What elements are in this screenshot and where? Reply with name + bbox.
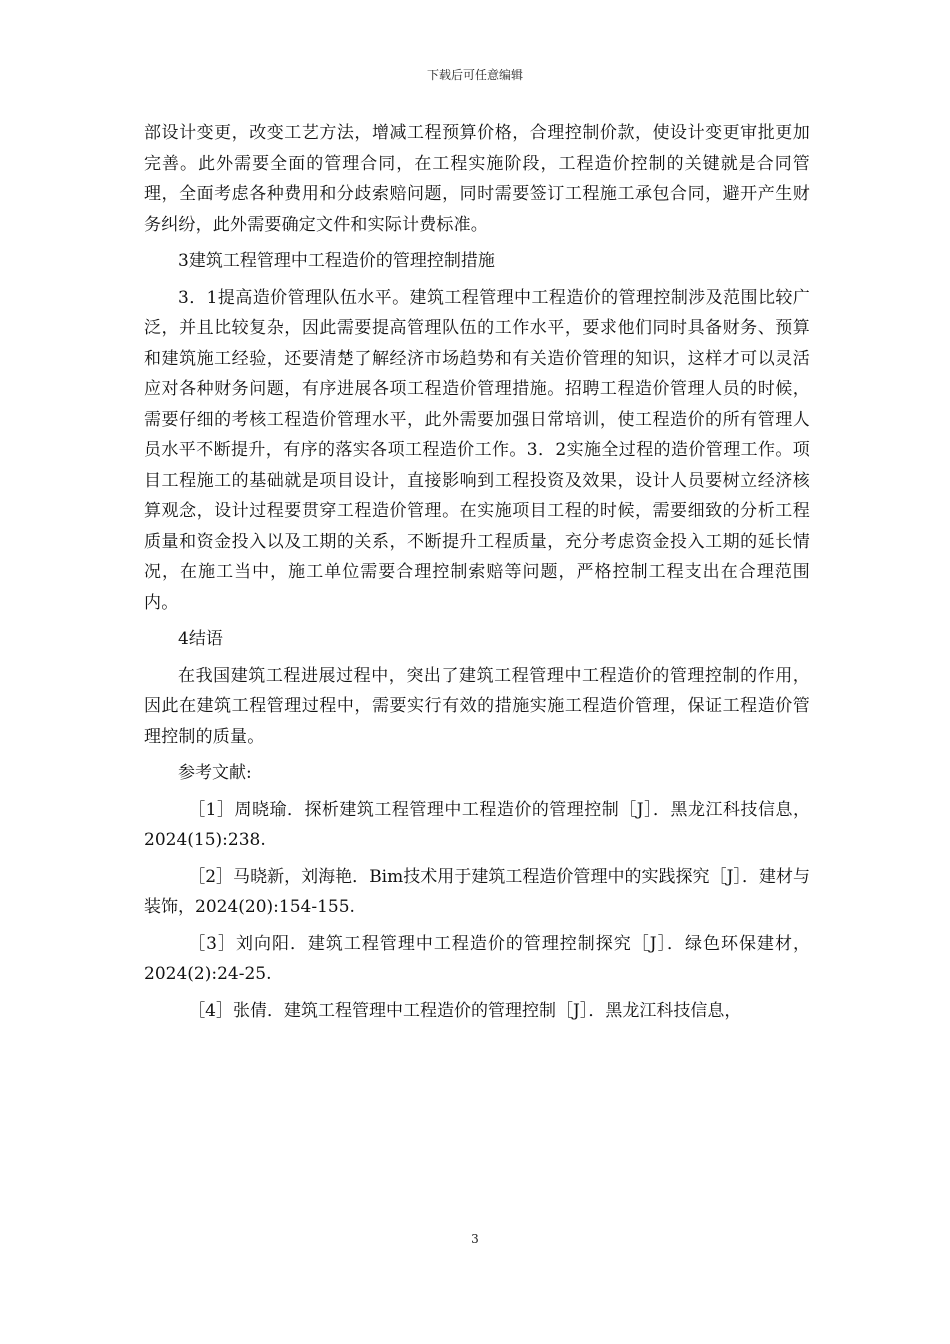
reference-item-3: ［3］刘向阳．建筑工程管理中工程造价的管理控制探究［J］．绿色环保建材，2024(2):24-25. — [144, 933, 810, 984]
reference-item-4: ［4］张倩．建筑工程管理中工程造价的管理控制［J］．黑龙江科技信息， — [188, 1000, 742, 1021]
references-title: 参考文献: — [178, 763, 252, 783]
section-heading-3: 3建筑工程管理中工程造价的管理控制措施 — [178, 251, 495, 271]
reference-item-2: ［2］马晓新，刘海艳．Bim技术用于建筑工程造价管理中的实践探究［J］．建材与装饰，2024(20):154-155. — [144, 866, 810, 917]
section-heading-4: 4结语 — [178, 629, 223, 649]
paragraph-measures: 3．1提高造价管理队伍水平。建筑工程管理中工程造价的管理控制涉及范围比较广泛，并且比较复杂，因此需要提高管理队伍的工作水平，要求他们同时具备财务、预算和建筑施工经验，还要清楚了解经济市场趋势和有关造价管理的知识，这样才可以灵活应对各种财务问题，有序进展各项工程造价管理措施。招聘工程造价管理人员的时候，需要仔细的考核工程造价管理水平，此外需要加强日常培训，使工程造价的所有管理人员水平不断提升，有序的落实各项工程造价工作。3．2实施全过程的造价管理工作。项目工程施工的基础就是项目设计，直接影响到工程投资及效果，设计人员要树立经济核算观念，设计过程要贯穿工程造价管理。在实施项目工程的时候，需要细致的分析工程质量和资金投入以及工期的关系，不断提升工程质量，充分考虑资金投入工期的延长情况，在施工当中，施工单位需要合理控制索赔等问题，严格控制工程支出在合理范围内。 — [144, 287, 810, 613]
document-body — [144, 118, 810, 1026]
page-header: 下载后可任意编辑 — [426, 68, 523, 82]
page-number: 3 — [471, 1232, 479, 1246]
paragraph-continuation: 部设计变更，改变工艺方法，增减工程预算价格，合理控制价款，使设计变更审批更加完善。此外需要全面的管理合同，在工程实施阶段，工程造价控制的关键就是合同管理，全面考虑各种费用和分歧索赔问题，同时需要签订工程施工承包合同，避开产生财务纠纷，此外需要确定文件和实际计费标准。 — [144, 123, 810, 235]
paragraph-conclusion: 在我国建筑工程进展过程中，突出了建筑工程管理中工程造价的管理控制的作用，因此在建筑工程管理过程中，需要实行有效的措施实施工程造价管理，保证工程造价管理控制的质量。 — [144, 665, 810, 747]
reference-item-1: ［1］周晓瑜．探析建筑工程管理中工程造价的管理控制［J］．黑龙江科技信息，2024(15):238. — [144, 799, 810, 850]
